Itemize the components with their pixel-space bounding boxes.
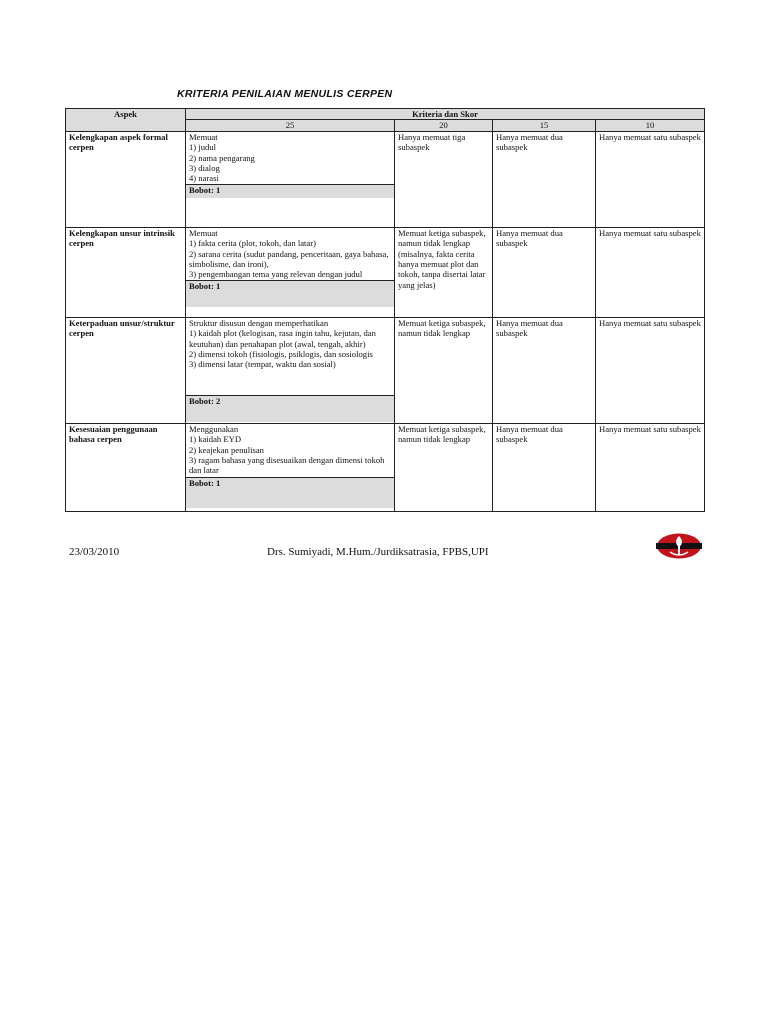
rubric-table xyxy=(65,108,705,512)
criteria-25-cell xyxy=(186,227,395,317)
criteria-line: 1) kaidah EYD xyxy=(189,434,242,445)
criteria-line: Struktur disusun dengan memperhatikan xyxy=(189,317,329,328)
criteria-line: 1) fakta cerita (plot, tokoh, dan latar) xyxy=(189,238,316,249)
criteria-line: 1) judul xyxy=(189,142,216,153)
score-10: 10 xyxy=(596,120,705,131)
criteria-line: 3) dialog xyxy=(189,163,220,174)
table-row xyxy=(66,131,705,227)
score-15-cell: Hanya memuat dua subaspek xyxy=(493,317,596,423)
criteria-line: 1) kaidah plot (kelogisan, rasa ingin tahu, kejutan, dan keutuhan) dan penahapan plot (awal, tengah, akhir) xyxy=(189,328,376,349)
criteria-line: 3) dimensi latar (tempat, waktu dan sosial) xyxy=(189,359,336,370)
score-20-cell: Memuat ketiga subaspek, namun tidak lengkap xyxy=(395,423,493,511)
score-20: 20 xyxy=(395,120,493,131)
score-10-cell: Hanya memuat satu subaspek xyxy=(596,423,705,511)
table-row xyxy=(66,423,705,511)
aspek-cell: Keterpaduan unsur/struktur cerpen xyxy=(66,317,186,423)
score-15-cell: Hanya memuat dua subaspek xyxy=(493,131,596,227)
score-20-cell: Memuat ketiga subaspek, namun tidak lengkap (misalnya, fakta cerita hanya memuat plot dan tokoh, tanpa disertai latar yang jelas) xyxy=(395,227,493,317)
university-logo-icon xyxy=(656,532,702,560)
criteria-line: 2) dimensi tokoh (fisiologis, psiklogis, dan sosiologis xyxy=(189,349,373,360)
header-kriteria: Kriteria dan Skor xyxy=(186,109,705,120)
table-row xyxy=(66,227,705,317)
score-20-cell: Memuat ketiga subaspek, namun tidak lengkap xyxy=(395,317,493,423)
aspek-cell: Kesesuaian penggunaan bahasa cerpen xyxy=(66,423,186,511)
header-aspek: Aspek xyxy=(66,109,186,132)
criteria-line: 2) sarana cerita (sudut pandang, penceritaan, gaya bahasa, simbolisme, dan ironi), xyxy=(189,248,389,270)
score-15-cell: Hanya memuat dua subaspek xyxy=(493,227,596,317)
criteria-line: 3) pengembangan tema yang relevan dengan judul xyxy=(189,269,363,280)
score-15-cell: Hanya memuat dua subaspek xyxy=(493,423,596,511)
criteria-line: Memuat xyxy=(189,227,218,238)
document-title: KRITERIA PENILAIAN MENULIS CERPEN xyxy=(177,88,393,100)
criteria-line: 2) keajekan penulisan xyxy=(189,444,264,455)
score-25: 25 xyxy=(186,120,395,131)
score-20-cell: Hanya memuat tiga subaspek xyxy=(395,131,493,227)
aspek-cell: Kelengkapan unsur intrinsik cerpen xyxy=(66,227,186,317)
criteria-line: 4) narasi xyxy=(189,173,219,184)
table-row xyxy=(66,317,705,423)
footer-date: 23/03/2010 xyxy=(69,546,120,558)
criteria-25-cell xyxy=(186,317,395,423)
score-10-cell: Hanya memuat satu subaspek xyxy=(596,227,705,317)
criteria-line: Menggunakan xyxy=(189,423,239,434)
criteria-line: 3) ragam bahasa yang disesuaikan dengan dimensi tokoh dan latar xyxy=(189,455,385,476)
criteria-line: 2) nama pengarang xyxy=(189,152,255,163)
score-10-cell: Hanya memuat satu subaspek xyxy=(596,131,705,227)
criteria-25-cell xyxy=(186,423,395,511)
score-15: 15 xyxy=(493,120,596,131)
score-10-cell: Hanya memuat satu subaspek xyxy=(596,317,705,423)
bobot-label: Bobot: 1 xyxy=(186,477,394,508)
footer-author: Drs. Sumiyadi, M.Hum./Jurdiksatrasia, FPBS,UPI xyxy=(267,546,489,558)
bobot-label: Bobot: 1 xyxy=(186,280,394,307)
aspek-cell: Kelengkapan aspek formal cerpen xyxy=(66,131,186,227)
header-row xyxy=(66,109,705,120)
criteria-line: Memuat xyxy=(189,131,218,142)
bobot-label: Bobot: 1 xyxy=(186,184,394,198)
bobot-label: Bobot: 2 xyxy=(186,395,394,422)
criteria-25-cell xyxy=(186,131,395,227)
